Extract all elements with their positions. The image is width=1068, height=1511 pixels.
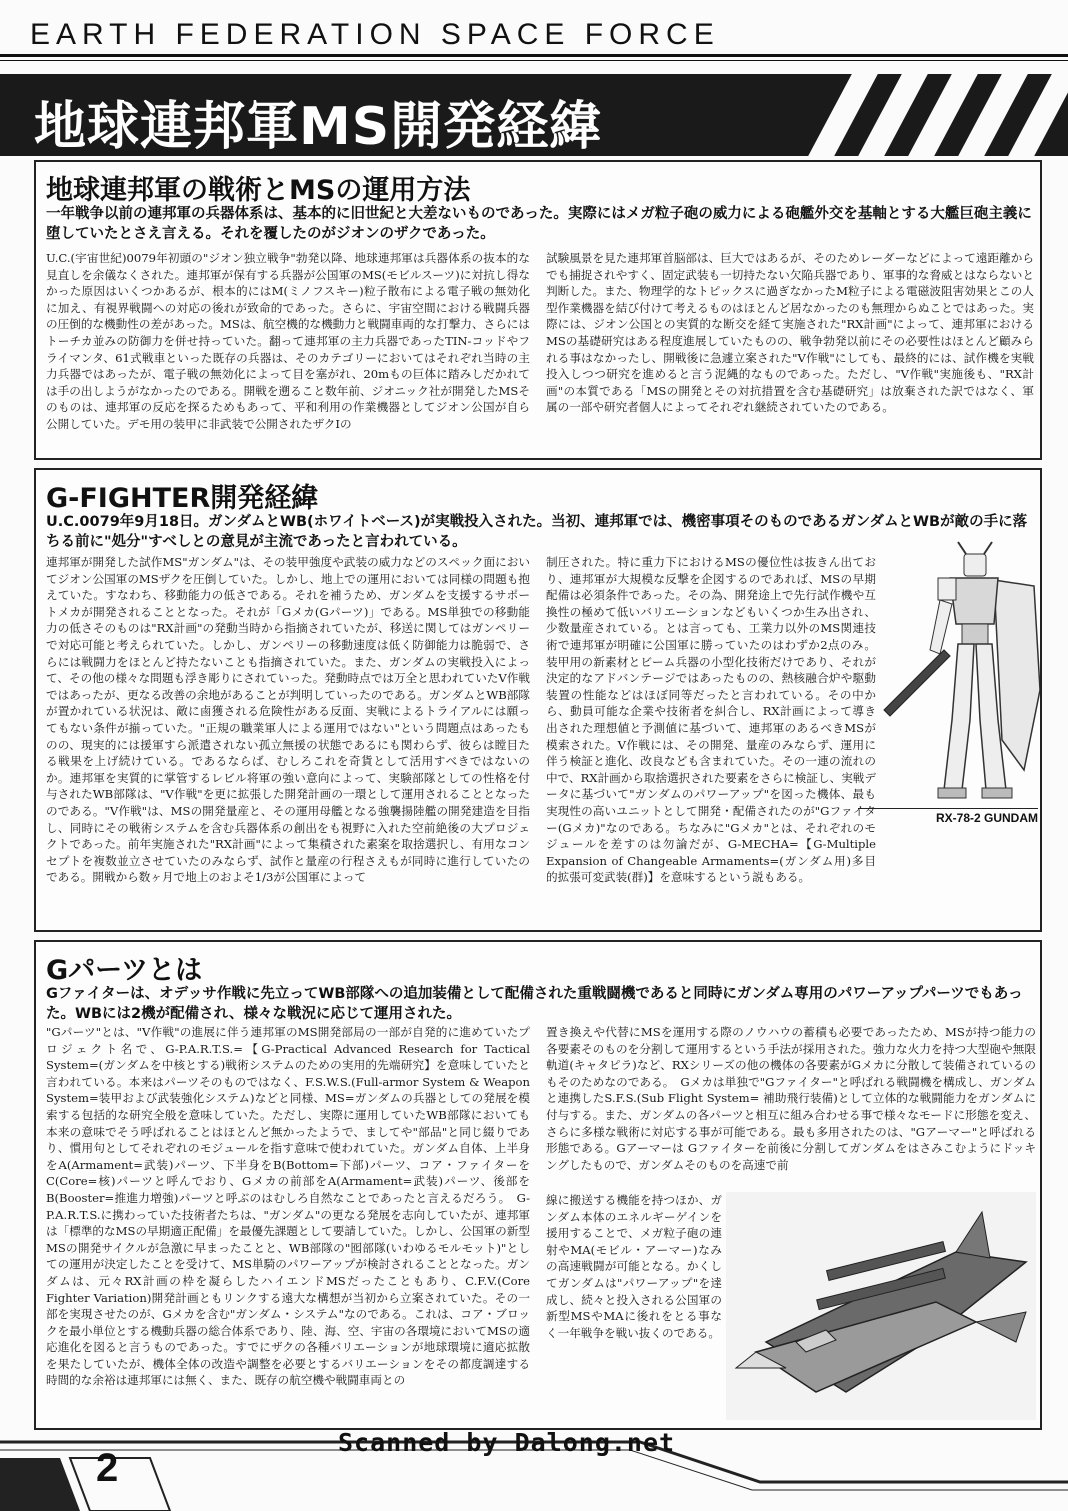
section-g-parts (34, 940, 1042, 1430)
section-lead: 一年戦争以前の連邦軍の兵器体系は、基本的に旧世紀と大差ないものであった。実際にはメガ粒子砲の威力による砲艦外交を基軸とする大艦巨砲主義に堕していたとさえ言える。それを覆したのがジオンのザクであった。 (46, 206, 1032, 242)
header-rule (0, 54, 1068, 57)
running-header: EARTH FEDERATION SPACE FORCE (30, 18, 720, 50)
section-title: 地球連邦軍の戦術とMSの運用方法 (46, 175, 471, 206)
gundam-figure (874, 540, 1042, 810)
g-fighter-photo (726, 1192, 1036, 1420)
header-rule-thin (0, 60, 1068, 61)
section-lead: Gファイターは、オデッサ作戦に先立ってWB部隊への追加装備として配備された重戦闘機であると同時にガンダム専用のパワーアップパーツでもあった。WBには2機が配備され、様々な戦況に応じて運用された。 (46, 986, 1023, 1022)
page-title: 地球連邦軍MS開発経緯 (28, 84, 614, 148)
section-g-fighter (34, 468, 1042, 932)
body-column-right-wrap: 線に搬送する機能を持つほか、ガンダム本体のエネルギーゲインを援用することで、メガ粒子砲の連射やMA(モビル・アーマー)なみの高速戦闘が可能となる。かくしてガンダムは"パワーアップ"を達成し、続々と投入される公国軍の新型MSやMAに後れをとる事なく一年戦争を戦い抜くのである。 (546, 1193, 722, 1340)
body-column-right: 置き換えや代替にMSを運用する際のノウハウの蓄積も必要であったため、MSが持つ能力の各要素そのものを分割して運用するという手法が採用された。強力な火力を持つ大型砲や無限軌道(キャタピラ)など、RXシリーズの他の機体の各要素がGメカに分散して装備されているのもそのためなのである。 Gメカは単独で"Gファイター"と呼ばれる戦闘機を構成し、ガンダムと連携したS.F.S.(Sub Flight System= 補助飛行装備)として立体的な戦闘能力をガンダムに付与する。また、ガンダムの各パーツと相互に組み合わせる事で様々なモードに形態を変え、さらに多様な戦術に対応する事が可能である。最も多用されたのは、"Gアーマー"と呼ばれる形態である。Gアーマーは Gファイターを前後に分割してガンダムをはさみこむようにドッキングしたもので、ガンダムそのものを高速で前 (546, 1025, 1036, 1172)
section-tactics (34, 160, 1042, 460)
section-lead: U.C.0079年9月18日。ガンダムとWB(ホワイトベース)が実戦投入された。当初、連邦軍では、機密事項そのものであるガンダムとWBが敵の手に落ちる前に"処分"すべしとの意見が主流であったと言われている。 (46, 514, 1028, 550)
body-column-left: U.C.(宇宙世紀)0079年初頭の"ジオン独立戦争"勃発以降、地球連邦軍は兵器体系の抜本的な見直しを余儀なくされた。連邦軍が保有する兵器が公国軍のMS(モビルスーツ)に対抗し得なかった原因はいくつかあるが、根本的にはM(ミノフスキー)粒子散布による電子戦の無効化に加え、有視界戦闘への対応の後れが致命的であった。さらに、宇宙空間における戦闘兵器の圧倒的な機動性の差があった。MSは、航空機的な機動力と戦闘車両的な打撃力、さらにはトーチカ並みの防御力を併せ持っていた。翻って連邦軍の主力兵器であったTIN-コッドやフライマンタ、61式戦車といった既存の兵器は、そのカテゴリーにおいてはそれぞれ当時の主力兵器ではあったが、電子戦の無効化によって目を塞がれ、20mもの巨体に踏みしだかれては手の出しようがなかったのである。開戦を遡ること数年前、ジオニック社が開発したMSそのものは、連邦軍の反応を探るためもあって、平和利用の作業機器としてジオン公国が自ら公開していた。デモ用の装甲に非武装で公開されたザクIの (46, 251, 530, 431)
page-number: 2 (96, 1446, 119, 1490)
body-column-left: "Gパーツ"とは、"V作戦"の進展に伴う連邦軍のMS開発部局の一部が自発的に進めていたプロジェクト名で、G-P.A.R.T.S.=【G-Practical Advanced Research for Tactical System=(ガンダムを中核とする)戦術システムのための実用的先端研究】を意味していたと言われている。本来はパーツそのものではなく、F.S.W.S.(Full-armor System & Weapon System=装甲および武装強化システム)などと同様、MS=ガンダムの兵器としての発展を模索する包括的な研究全般を意味していた。ただし、実際に運用していたWB部隊においても本来の意味でそう呼ばれることはほとんど無かったようで、ましてや"部品"と同じ綴りであり、慣用句としてそれぞれのモジュールを指す意味で使われていた。ガンダム自体、上半身をA(Armament=武装)パーツ、下半身をB(Bottom=下部)パーツ、コア・ファイターをC(Core=核)パーツと呼んでおり、Gメカの前部をA(Armament=武装)パーツ、後部をB(Booster=推進力増強)パーツと呼ぶのはむしろ自然なことであったと言えるだろう。 G-P.A.R.T.S.に携わっていた技術者たちは、"ガンダム"の更なる発展を志向していたが、連邦軍は「標準的なMSの早期適正配備」を最優先課題として要請していた。しかし、公国軍の新型MSの開発サイクルが急激に早まったことと、WB部隊の"囮部隊(いわゆるモルモット)"としての運用が決定したことを受けて、MS単騎のパワーアップが検討されることとなった。ガンダムは、元々RX計画の枠を凝らしたハイエンドMSだったこともあり、C.F.V.(Core Fighter Variation)開発計画ともリンクする遠大な構想が当初から立案されていた。その一部を実現させたのが、Gメカを含む"ガンダム・システム"なのである。これは、コア・ブロックを最小単位とする機動兵器の総合体系であり、陸、海、空、宇宙の各環境においてMSの適応進化を図ると言うものであった。すでにザクの各種バリエーションが地球環境に適応拡散を果たしていたが、機体全体の改造や調整を必要とするバリエーションをその都度調達する時間的な余裕は連邦軍には無く、また、既存の航空機や戦闘車両との (46, 1025, 530, 1388)
body-column-right: 制圧された。特に重力下におけるMSの優位性は抜きん出ており、連邦軍が大規模な反撃を企図するのであれば、MSの早期配備は必須条件であった。その為、開発途上で先行試作機や互換性の極めて低いバリエーションなどもいくつか生み出され、少数量産されている。とは言っても、工業力以外のMS関連技術で連邦軍が明確に公国軍に勝っていたのはわずか2点のみ。装甲用の新素材とビーム兵器の小型化技術だけであり、それが決定的なアドバンテージではあったものの、熱核融合炉や駆動装置の性能などはほぼ同等だったと言われている。その中から、動員可能な企業や技術者を糾合し、RX計画によって導き出された理想値と予測値に基づいて、連邦軍のあるべきMSが模索された。V作戦には、その開発、量産のみならず、運用に伴う検証と進化、改良なども含まれていた。その一連の流れの中で、RX計画から取捨選択された要素をさらに検証し、実戦データに基づいて"ガンダムのパワーアップ"を図った機体、最も実現性の高いユニットとして開発・配備されたのが"Gファイター(Gメカ)"なのである。ちなみに"Gメカ"とは、それぞれのモジュールを差すのは勿論だが、G-MECHA=【G-Multiple Expansion of Changeable Armaments=(ガンダム用)多目的拡張可変武装(群)】を意味するという説もある。 (546, 555, 876, 885)
body-column-right: 試験風景を見た連邦軍首脳部は、巨大ではあるが、そのためレーダーなどによって遠距離からでも捕捉されやすく、固定武装も一切持たない欠陥兵器であり、軍事的な脅威とはならないと判断した。また、物理学的なトピックスに過ぎなかったM粒子による電磁波阻害効果とこの人型作業機器を結び付けて考えるものはほとんど居なかったのも無理からぬことではあった。実際には、ジオン公国との実質的な断交を経て実施された"RX計画"によって、連邦軍におけるMSの基礎研究はある程度進展していたものの、戦争勃発以前にその必要性はほとんど顧みられる事はなかったし、開戦後に急遽立案された"V作戦"にしても、最終的には、試作機を実戦投入しつつ研究を進めると言う泥縄的なものであった。ただし、"V作戦"実施後も、"RX計画"の本質である「MSの開発とその対抗措置を含む基礎研究」は放棄された訳ではなく、軍属の一部や研究者個人によってそれぞれ継続されていたのである。 (546, 251, 1034, 415)
section-title: Gパーツとは (46, 955, 203, 986)
scan-credit: Scanned by Dalong.net (338, 1428, 676, 1457)
figure-caption: RX-78-2 GUNDAM (858, 808, 1038, 825)
body-column-left: 連邦軍が開発した試作MS"ガンダム"は、その装甲強度や武装の威力などのスペック面においてジオン公国軍のMSザクを圧倒していた。しかし、地上での運用においては同様の問題も抱えていた。すなわち、移動能力の低さである。それを補うため、ガンダムを支援するサポートメカが開発されることとなった。それが「Gメカ(Gパーツ)」である。MS単独での移動能力の低さそのものは"RX計画"の発動当時から指摘されていたが、移送に関してはガンペリーで対応可能と考えられていた。しかし、ガンペリーの移動速度は低く防御能力は脆弱で、さらには戦闘力をほとんど持たないことも指摘されていた。また、ガンダムの実戦投入によって、その他の様々な問題も浮き彫りにされていった。発動時点では万全と思われていたV作戦ではあったが、更なる改善の余地があることが判明していったのである。ガンダムとWB部隊が置かれている状況は、敵に鹵獲される危険性がある反面、実戦によるトライアルには願ってもない条件が揃っていた。"正規の職業軍人による運用ではない"という問題点はあったものの、現実的には援軍すら派遣されない孤立無援の状態であるにも関わらず、彼らは瞠目たる戦果を上げ続けている。であるならば、むしろこれを奇貨として活用すべきではないのか。連邦軍を実質的に掌管するレビル将軍の強い意向によって、実験部隊としての性格を付与されたWB部隊は、"V作戦"を更に拡張した開発計画の一環として運用されることとなったのである。"V作戦"は、MSの開発量産と、その運用母艦となる強襲揚陸艦の開発建造を目指し、同時にその戦術システムを含む兵器体系の創出をも視野に入れた空前絶後の大プロジェクトであった。前年実施された"RX計画"によって集積された素案を取捨選択し、有用なコンセプトを複数並立させていたのみならず、試作と量産の行程さえもが同時に進行していたのである。開戦から数ヶ月で地上のおよそ1/3が公国軍によって (46, 555, 530, 885)
section-title: G-FIGHTER開発経緯 (46, 483, 319, 514)
